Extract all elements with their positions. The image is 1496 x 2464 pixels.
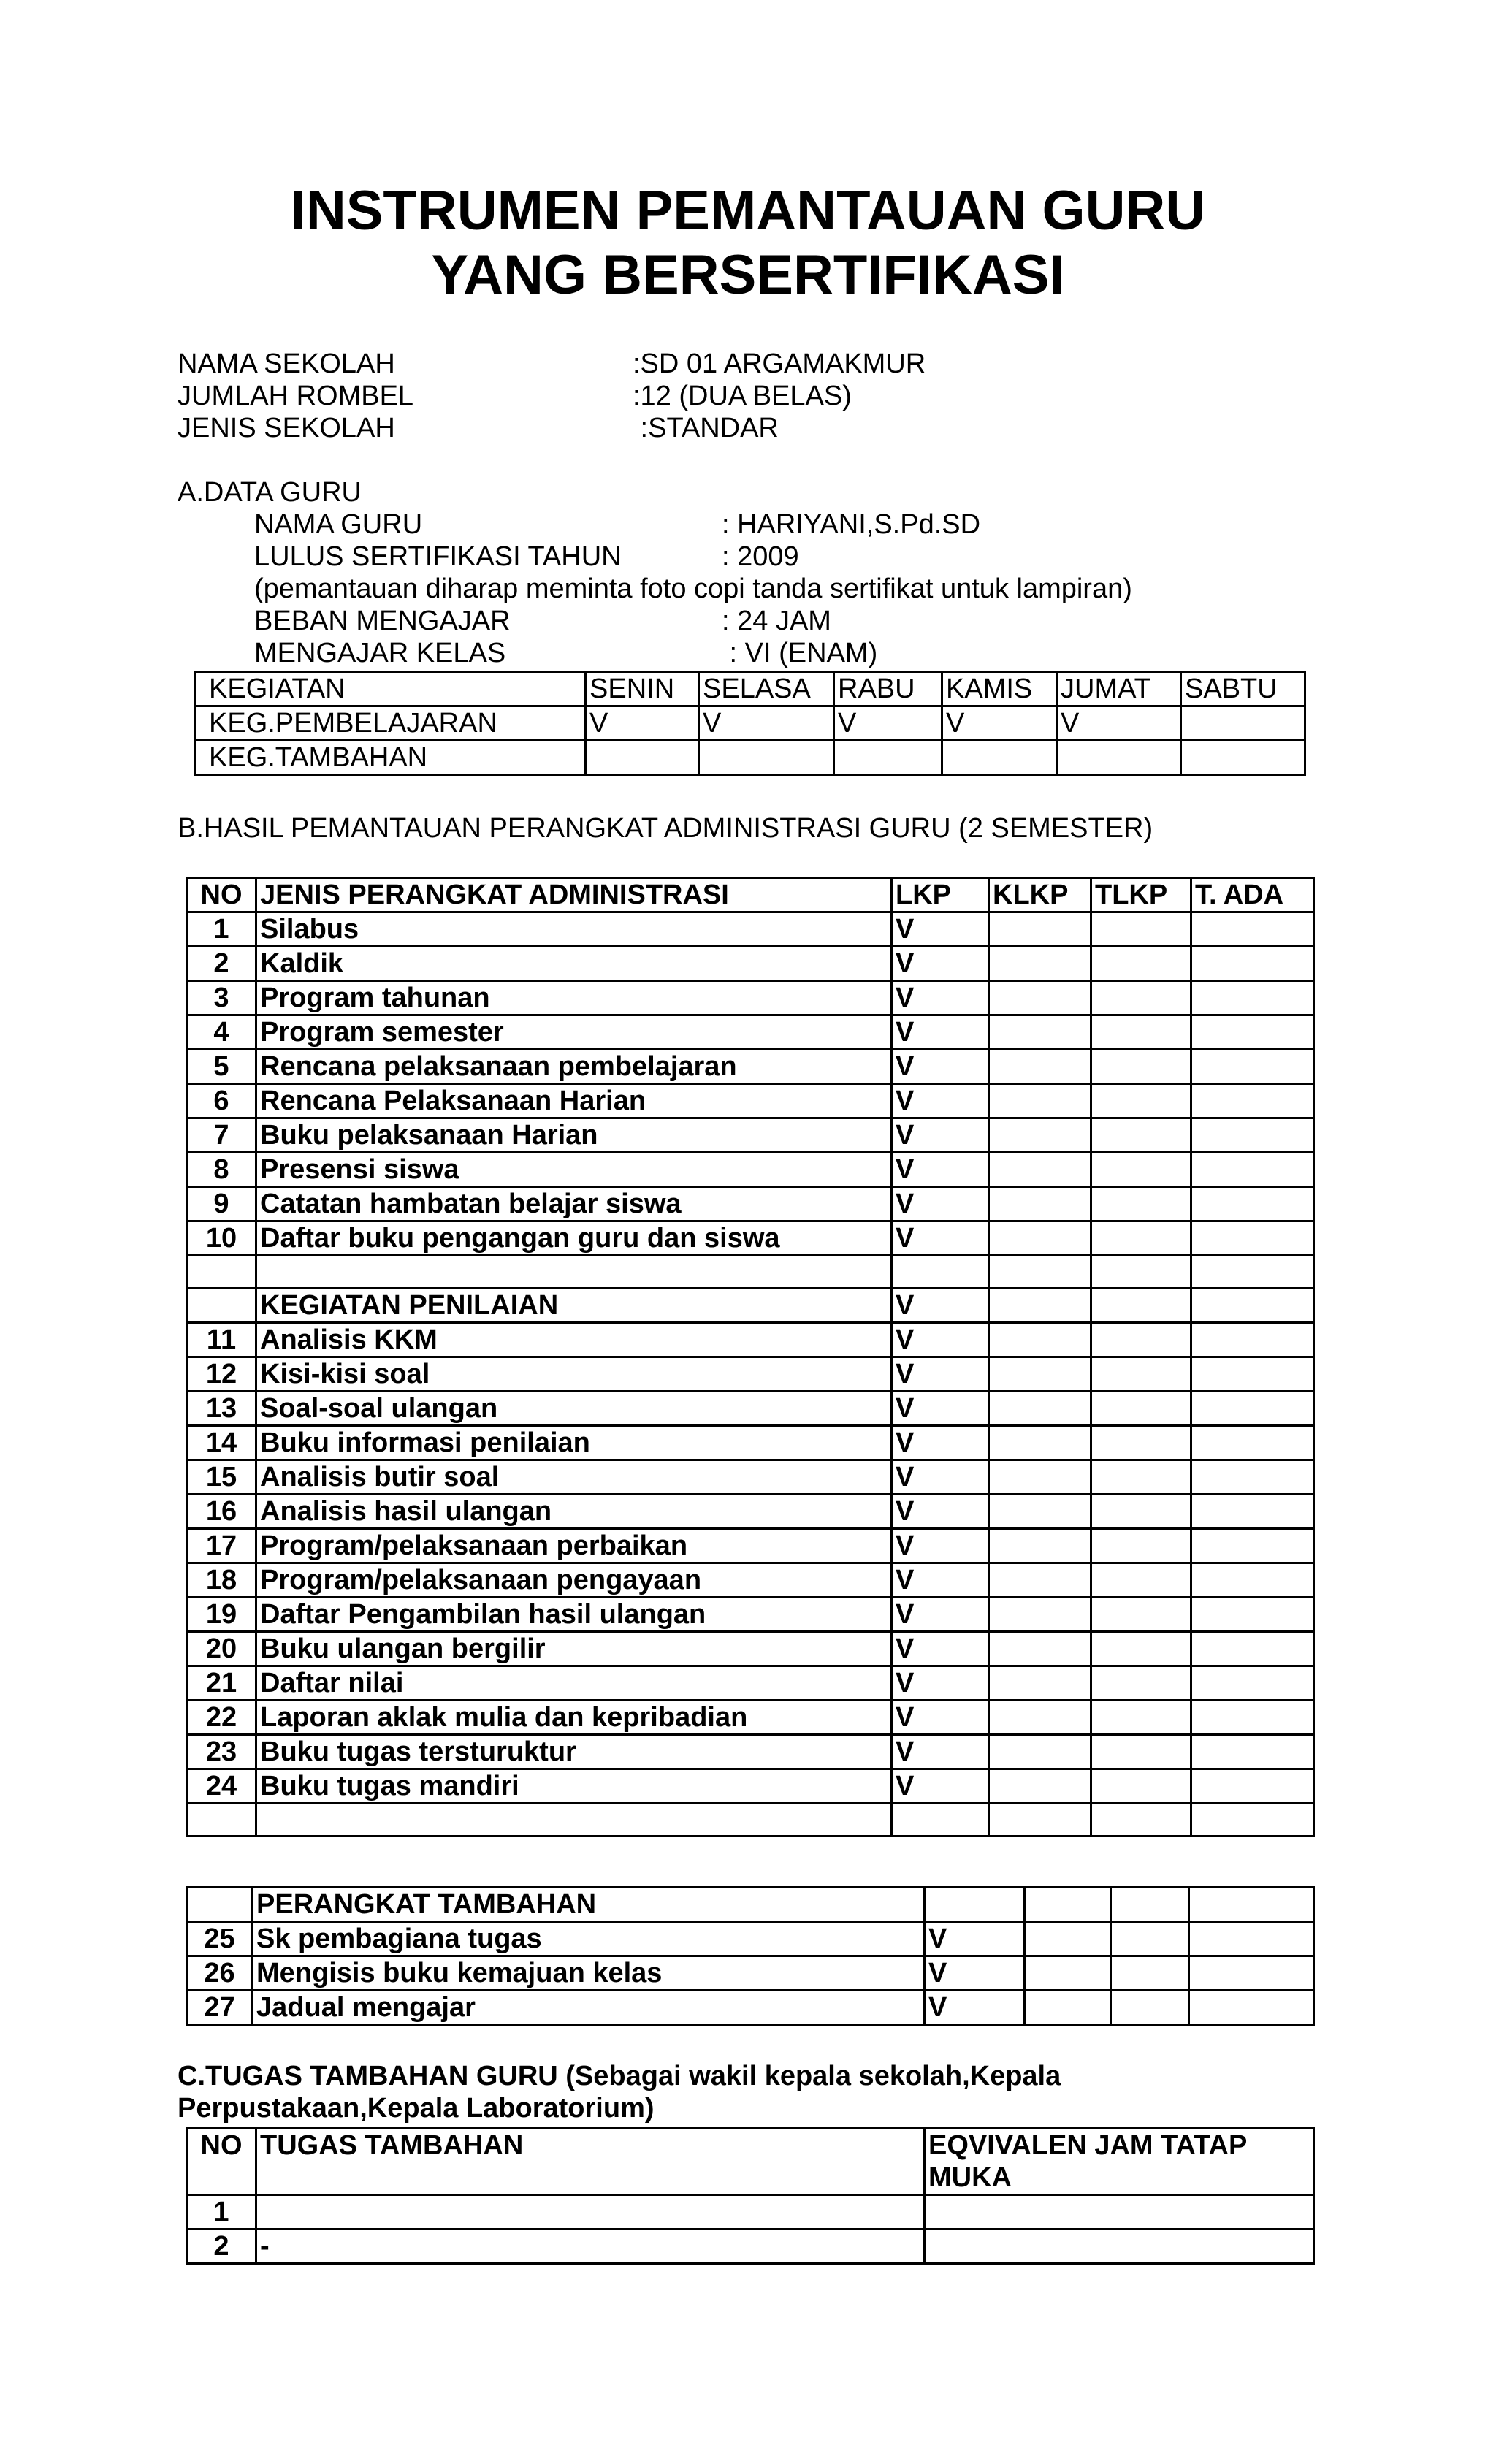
table-cell: Soal-soal ulangan (256, 1392, 892, 1426)
schedule-cell: V (699, 706, 834, 741)
table-cell: V (892, 981, 989, 1015)
table-cell (1091, 1392, 1191, 1426)
table-cell: V (892, 1118, 989, 1153)
table-cell (1191, 1529, 1314, 1563)
table-cell: V (892, 1015, 989, 1050)
admin-header-no: NO (187, 878, 256, 912)
table-cell: 18 (187, 1563, 256, 1598)
table-cell (1111, 1922, 1189, 1956)
extra-devices-table (186, 1886, 1315, 2026)
table-cell (187, 1256, 256, 1289)
table-cell (1091, 1769, 1191, 1804)
table-cell: V (925, 1991, 1025, 2025)
table-cell (1191, 1118, 1314, 1153)
table-row (187, 1392, 1314, 1426)
schedule-table (194, 671, 1306, 776)
table-cell (989, 1701, 1091, 1735)
table-row (187, 1922, 1314, 1956)
teaching-load-label: BEBAN MENGAJAR (254, 606, 511, 636)
table-cell (1111, 1888, 1189, 1922)
table-cell: 11 (187, 1323, 256, 1357)
schedule-cell (834, 741, 942, 775)
table-cell: 27 (187, 1991, 253, 2025)
schedule-cell (699, 741, 834, 775)
table-cell: 1 (187, 912, 256, 947)
table-cell: Jadual mengajar (253, 1991, 925, 2025)
table-cell (1091, 1460, 1191, 1495)
table-cell: Analisis butir soal (256, 1460, 892, 1495)
table-row (187, 1598, 1314, 1632)
table-cell (989, 1426, 1091, 1460)
table-cell: 10 (187, 1221, 256, 1256)
table-cell (1091, 1426, 1191, 1460)
table-cell (1191, 981, 1314, 1015)
table-cell (187, 1804, 256, 1836)
duties-cell: 1 (187, 2195, 256, 2230)
table-cell: 22 (187, 1701, 256, 1735)
schedule-row (195, 741, 1305, 775)
table-cell (1091, 1529, 1191, 1563)
schedule-header-selasa: SELASA (699, 672, 834, 706)
table-cell (1191, 1289, 1314, 1323)
table-cell (1189, 1991, 1314, 2025)
table-cell (989, 1735, 1091, 1769)
table-cell (187, 1888, 253, 1922)
table-cell (1111, 1956, 1189, 1991)
table-cell (1091, 947, 1191, 981)
table-row (187, 1187, 1314, 1221)
table-cell: V (892, 1187, 989, 1221)
table-cell: 17 (187, 1529, 256, 1563)
table-cell (892, 1804, 989, 1836)
school-name-value: :SD 01 ARGAMAKMUR (633, 348, 926, 379)
table-cell (1191, 1598, 1314, 1632)
duties-row (187, 2195, 1314, 2230)
table-cell (925, 1888, 1025, 1922)
table-cell (1191, 1187, 1314, 1221)
table-cell (1189, 1888, 1314, 1922)
table-cell (1091, 1050, 1191, 1084)
table-cell: V (892, 912, 989, 947)
table-cell (989, 1118, 1091, 1153)
table-cell (1025, 1888, 1111, 1922)
schedule-cell: KEG.TAMBAHAN (195, 741, 586, 775)
section-c-heading-line1: C.TUGAS TAMBAHAN GURU (Sebagai wakil kepala sekolah,Kepala (178, 2061, 1061, 2091)
table-cell (989, 1804, 1091, 1836)
table-cell (1091, 1084, 1191, 1118)
section-b-heading: B.HASIL PEMANTAUAN PERANGKAT ADMINISTRASI GURU (2 SEMESTER) (178, 813, 1153, 844)
table-cell (1091, 1666, 1191, 1701)
schedule-header-jumat: JUMAT (1057, 672, 1181, 706)
schedule-row (195, 706, 1305, 741)
table-cell: V (892, 1460, 989, 1495)
table-cell (1191, 1563, 1314, 1598)
duties-header-no: NO (187, 2129, 256, 2195)
table-cell: 4 (187, 1015, 256, 1050)
schedule-cell (586, 741, 699, 775)
teaching-class-value: : VI (ENAM) (722, 638, 878, 668)
table-cell (989, 1460, 1091, 1495)
school-type-label: JENIS SEKOLAH (178, 413, 395, 443)
admin-header-tlkp: TLKP (1091, 878, 1191, 912)
section-c-heading-line2: Perpustakaan,Kepala Laboratorium) (178, 2093, 654, 2124)
table-cell (1091, 1015, 1191, 1050)
table-cell (892, 1256, 989, 1289)
table-cell: Buku informasi penilaian (256, 1426, 892, 1460)
table-cell: Rencana pelaksanaan pembelajaran (256, 1050, 892, 1084)
section-a-heading: A.DATA GURU (178, 477, 362, 508)
table-cell: KEGIATAN PENILAIAN (256, 1289, 892, 1323)
table-row (187, 1804, 1314, 1836)
table-cell: V (892, 1289, 989, 1323)
table-cell (1111, 1991, 1189, 2025)
table-cell: V (925, 1922, 1025, 1956)
table-cell (989, 1221, 1091, 1256)
table-cell (1191, 1153, 1314, 1187)
table-cell: 23 (187, 1735, 256, 1769)
schedule-header-kegiatan: KEGIATAN (195, 672, 586, 706)
table-cell: V (892, 1529, 989, 1563)
table-cell: Buku ulangan bergilir (256, 1632, 892, 1666)
schedule-header-rabu: RABU (834, 672, 942, 706)
table-cell (989, 1153, 1091, 1187)
table-cell: V (892, 1769, 989, 1804)
table-cell: 25 (187, 1922, 253, 1956)
table-cell: Mengisis buku kemajuan kelas (253, 1956, 925, 1991)
table-cell: Laporan aklak mulia dan kepribadian (256, 1701, 892, 1735)
table-cell: 21 (187, 1666, 256, 1701)
table-cell: V (892, 1084, 989, 1118)
table-cell: PERANGKAT TAMBAHAN (253, 1888, 925, 1922)
table-cell (1091, 1221, 1191, 1256)
admin-header-lkp: LKP (892, 878, 989, 912)
table-cell: V (892, 1563, 989, 1598)
duties-header-equivalent: EQVIVALEN JAM TATAP MUKA (925, 2129, 1314, 2195)
table-row (187, 1735, 1314, 1769)
table-row (187, 1495, 1314, 1529)
table-cell (989, 1529, 1091, 1563)
table-cell: Silabus (256, 912, 892, 947)
table-cell: 7 (187, 1118, 256, 1153)
table-cell (989, 912, 1091, 947)
table-cell: 15 (187, 1460, 256, 1495)
table-cell (1091, 1632, 1191, 1666)
teaching-class-label: MENGAJAR KELAS (254, 638, 506, 668)
table-cell (989, 1289, 1091, 1323)
table-cell: V (892, 1735, 989, 1769)
admin-header-row (187, 878, 1314, 912)
schedule-header-senin: SENIN (586, 672, 699, 706)
table-cell (1091, 912, 1191, 947)
table-cell: 19 (187, 1598, 256, 1632)
rombel-value: :12 (DUA BELAS) (633, 381, 852, 411)
table-cell: 26 (187, 1956, 253, 1991)
table-cell: Kisi-kisi soal (256, 1357, 892, 1392)
table-cell (1191, 1392, 1314, 1426)
table-cell (1189, 1922, 1314, 1956)
table-cell (1091, 1701, 1191, 1735)
table-cell: V (892, 1221, 989, 1256)
table-cell (256, 1256, 892, 1289)
certification-year-value: : 2009 (722, 541, 799, 572)
table-cell (989, 1632, 1091, 1666)
table-row (187, 1256, 1314, 1289)
table-cell: Program tahunan (256, 981, 892, 1015)
table-cell: Rencana Pelaksanaan Harian (256, 1084, 892, 1118)
table-row (187, 1323, 1314, 1357)
table-cell (1191, 1426, 1314, 1460)
certificate-note: (pemantauan diharap meminta foto copi tanda sertifikat untuk lampiran) (254, 573, 1132, 604)
table-cell: Daftar nilai (256, 1666, 892, 1701)
table-cell: Buku tugas mandiri (256, 1769, 892, 1804)
schedule-header-row (195, 672, 1305, 706)
table-row (187, 1221, 1314, 1256)
table-cell: Analisis hasil ulangan (256, 1495, 892, 1529)
table-cell (989, 1050, 1091, 1084)
table-row (187, 1050, 1314, 1084)
table-row (187, 1426, 1314, 1460)
table-cell (1025, 1956, 1111, 1991)
schedule-header-kamis: KAMIS (942, 672, 1057, 706)
table-cell (1091, 981, 1191, 1015)
table-cell (989, 981, 1091, 1015)
table-cell: V (892, 1598, 989, 1632)
table-cell: Buku tugas tersturuktur (256, 1735, 892, 1769)
table-cell (1191, 1357, 1314, 1392)
schedule-cell: V (586, 706, 699, 741)
table-cell: 3 (187, 981, 256, 1015)
table-cell (1191, 1632, 1314, 1666)
table-cell (989, 1666, 1091, 1701)
table-row (187, 1153, 1314, 1187)
table-cell: Program/pelaksanaan perbaikan (256, 1529, 892, 1563)
table-cell: V (892, 1426, 989, 1460)
admin-header-klkp: KLKP (989, 878, 1091, 912)
table-cell (1191, 912, 1314, 947)
table-cell (1191, 1221, 1314, 1256)
table-row (187, 1991, 1314, 2025)
table-cell: V (892, 947, 989, 981)
table-cell (989, 1084, 1091, 1118)
table-cell (989, 1769, 1091, 1804)
table-cell (1091, 1563, 1191, 1598)
table-cell (1191, 1015, 1314, 1050)
table-cell (1191, 1050, 1314, 1084)
teacher-name-label: NAMA GURU (254, 509, 423, 540)
duties-header-task: TUGAS TAMBAHAN (256, 2129, 925, 2195)
table-cell: 5 (187, 1050, 256, 1084)
table-cell (256, 1804, 892, 1836)
table-cell: Daftar buku pengangan guru dan siswa (256, 1221, 892, 1256)
duties-cell: - (256, 2230, 925, 2264)
table-cell: Presensi siswa (256, 1153, 892, 1187)
table-cell (989, 1392, 1091, 1426)
table-cell (1091, 1598, 1191, 1632)
schedule-cell: V (942, 706, 1057, 741)
table-cell (1189, 1956, 1314, 1991)
rombel-label: JUMLAH ROMBEL (178, 381, 414, 411)
teaching-load-value: : 24 JAM (722, 606, 831, 636)
table-cell (1191, 1804, 1314, 1836)
table-cell: 24 (187, 1769, 256, 1804)
table-cell (1025, 1922, 1111, 1956)
table-cell: Kaldik (256, 947, 892, 981)
table-row (187, 1632, 1314, 1666)
table-row (187, 1460, 1314, 1495)
table-cell: Program semester (256, 1015, 892, 1050)
table-cell: 8 (187, 1153, 256, 1187)
table-cell: V (892, 1666, 989, 1701)
table-cell: 2 (187, 947, 256, 981)
table-row (187, 1563, 1314, 1598)
table-row (187, 1289, 1314, 1323)
table-row (187, 1084, 1314, 1118)
schedule-cell (1057, 741, 1181, 775)
table-cell (1191, 1735, 1314, 1769)
table-cell (1191, 947, 1314, 981)
teacher-name-value: : HARIYANI,S.Pd.SD (722, 509, 981, 540)
table-row (187, 1769, 1314, 1804)
table-cell (1191, 1084, 1314, 1118)
table-row (187, 1118, 1314, 1153)
duties-header-row (187, 2129, 1314, 2195)
table-cell (1191, 1769, 1314, 1804)
table-row (187, 1888, 1314, 1922)
schedule-cell (1181, 706, 1305, 741)
duties-cell (925, 2230, 1314, 2264)
document-title-line2: YANG BERSERTIFIKASI (431, 244, 1065, 306)
table-cell (989, 947, 1091, 981)
table-cell: 12 (187, 1357, 256, 1392)
table-cell (989, 1495, 1091, 1529)
table-row (187, 1701, 1314, 1735)
table-row (187, 981, 1314, 1015)
table-cell: Program/pelaksanaan pengayaan (256, 1563, 892, 1598)
table-cell: 20 (187, 1632, 256, 1666)
table-cell (1191, 1666, 1314, 1701)
table-cell: 9 (187, 1187, 256, 1221)
additional-duties-table (186, 2127, 1315, 2265)
table-cell (1091, 1187, 1191, 1221)
table-cell: Daftar Pengambilan hasil ulangan (256, 1598, 892, 1632)
admin-header-type: JENIS PERANGKAT ADMINISTRASI (256, 878, 892, 912)
certification-year-label: LULUS SERTIFIKASI TAHUN (254, 541, 622, 572)
table-cell: 14 (187, 1426, 256, 1460)
table-cell: V (892, 1495, 989, 1529)
duties-cell: 2 (187, 2230, 256, 2264)
table-row (187, 947, 1314, 981)
schedule-cell: KEG.PEMBELAJARAN (195, 706, 586, 741)
table-cell (1091, 1495, 1191, 1529)
table-cell (989, 1598, 1091, 1632)
duties-row (187, 2230, 1314, 2264)
admin-table (186, 877, 1315, 1837)
table-cell (1191, 1323, 1314, 1357)
table-cell (1191, 1256, 1314, 1289)
table-cell: V (892, 1392, 989, 1426)
table-cell: Buku pelaksanaan Harian (256, 1118, 892, 1153)
table-cell (1191, 1495, 1314, 1529)
schedule-cell: V (834, 706, 942, 741)
schedule-cell (1181, 741, 1305, 775)
admin-header-t-ada: T. ADA (1191, 878, 1314, 912)
table-cell: V (892, 1153, 989, 1187)
table-cell: 6 (187, 1084, 256, 1118)
table-row (187, 912, 1314, 947)
school-name-label: NAMA SEKOLAH (178, 348, 395, 379)
table-row (187, 1956, 1314, 1991)
duties-cell (925, 2195, 1314, 2230)
table-row (187, 1015, 1314, 1050)
table-cell (1091, 1256, 1191, 1289)
table-cell (1091, 1735, 1191, 1769)
table-cell: V (892, 1357, 989, 1392)
table-cell (989, 1187, 1091, 1221)
table-cell: V (892, 1632, 989, 1666)
table-cell: V (892, 1050, 989, 1084)
school-type-value: :STANDAR (633, 413, 779, 443)
table-cell (1091, 1323, 1191, 1357)
table-cell: Catatan hambatan belajar siswa (256, 1187, 892, 1221)
table-cell (989, 1015, 1091, 1050)
table-cell: Analisis KKM (256, 1323, 892, 1357)
table-cell: Sk pembagiana tugas (253, 1922, 925, 1956)
table-cell (1191, 1701, 1314, 1735)
table-cell (989, 1323, 1091, 1357)
table-row (187, 1529, 1314, 1563)
table-row (187, 1357, 1314, 1392)
table-cell (1091, 1153, 1191, 1187)
table-row (187, 1666, 1314, 1701)
table-cell (1091, 1118, 1191, 1153)
document-title-line1: INSTRUMEN PEMANTAUAN GURU (290, 180, 1206, 242)
table-cell (1091, 1289, 1191, 1323)
table-cell: V (925, 1956, 1025, 1991)
table-cell (989, 1357, 1091, 1392)
schedule-cell: V (1057, 706, 1181, 741)
table-cell (187, 1289, 256, 1323)
table-cell (1025, 1991, 1111, 2025)
table-cell: V (892, 1323, 989, 1357)
table-cell (1091, 1804, 1191, 1836)
table-cell (1191, 1460, 1314, 1495)
duties-cell (256, 2195, 925, 2230)
table-cell: 13 (187, 1392, 256, 1426)
schedule-cell (942, 741, 1057, 775)
table-cell: V (892, 1701, 989, 1735)
table-cell: 16 (187, 1495, 256, 1529)
table-cell (989, 1256, 1091, 1289)
table-cell (989, 1563, 1091, 1598)
table-cell (1091, 1357, 1191, 1392)
schedule-header-sabtu: SABTU (1181, 672, 1305, 706)
